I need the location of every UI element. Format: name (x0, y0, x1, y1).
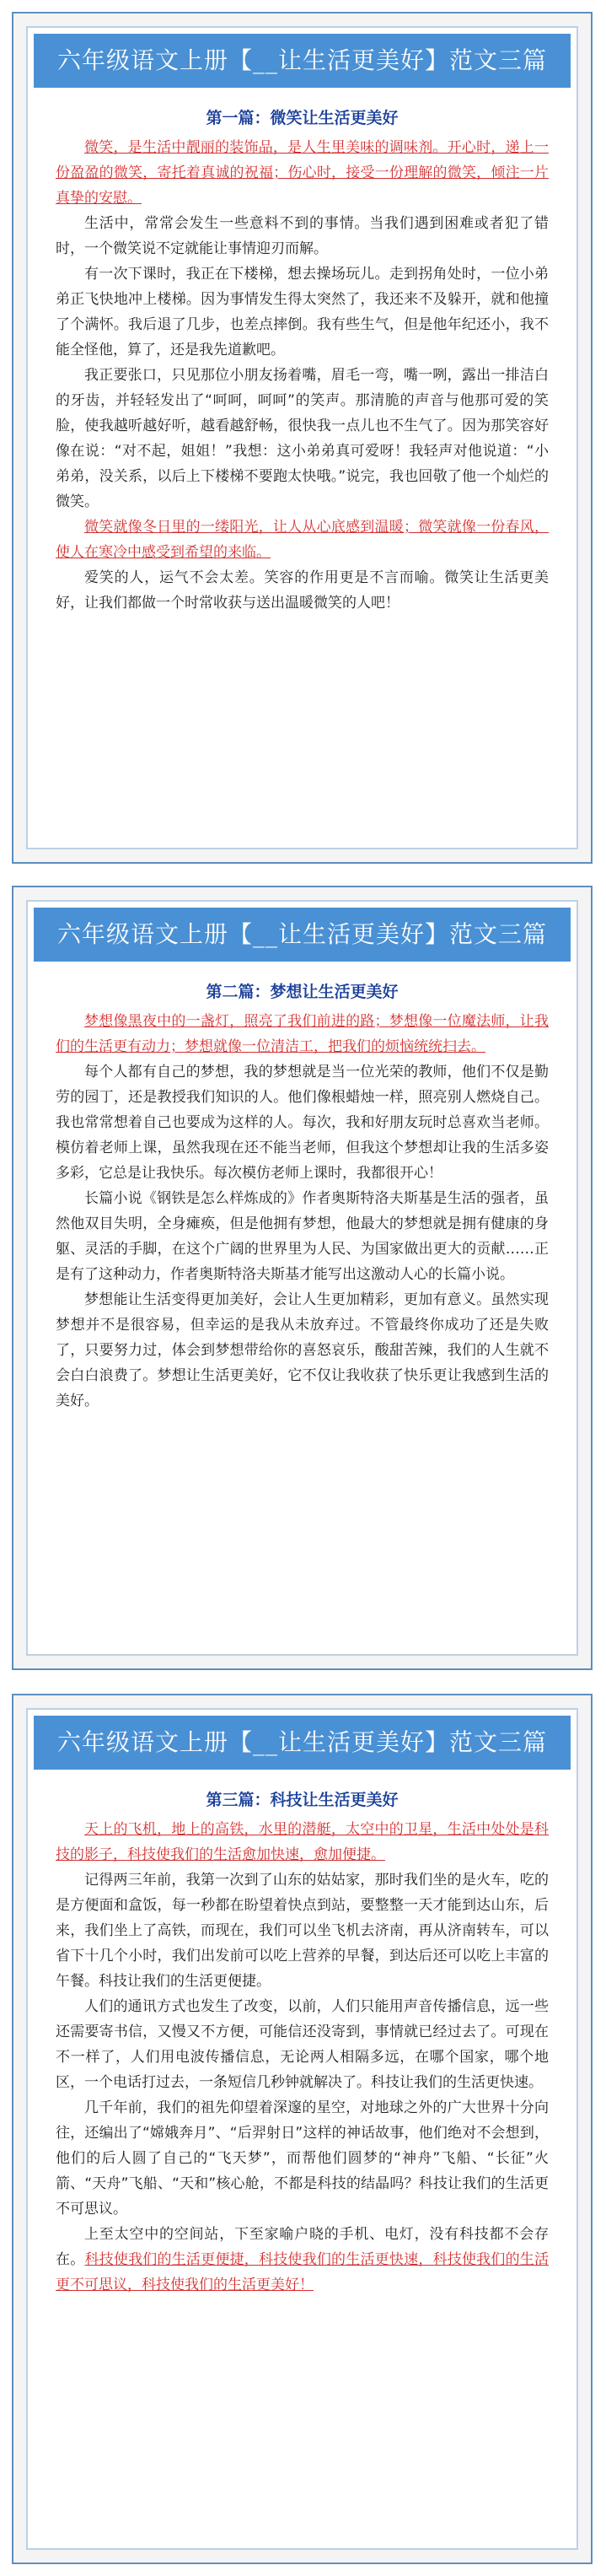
essay-paragraph: 长篇小说《钢铁是怎么样炼成的》作者奥斯特洛夫斯基是生活的强者，虽然他双目失明，全身瘫痪，但是他拥有梦想，他最大的梦想就是拥有健康的身躯、灵活的手脚，在这个广阔的世界里为人民、为国家做出更大的贡献……正是有了这种动力，作者奥斯特洛夫斯基才能写出这激动人心的长篇小说。 (56, 1190, 549, 1283)
essay-card-1 (12, 12, 593, 864)
essay-subtitle: 第三篇：科技让生活更美好 (206, 1791, 399, 1809)
essay-card-2 (12, 886, 593, 1670)
essay-paragraph: 微笑，是生活中靓丽的装饰品，是人生里美味的调味剂。开心时，递上一份盈盈的微笑，寄托着真诚的祝福；伤心时，接受一份理解的微笑，倾注一片真挚的安慰。 (56, 139, 549, 207)
essay-paragraph: 爱笑的人，运气不会太差。笑容的作用更是不言而喻。微笑让生活更美好，让我们都做一个时常收获与送出温暖微笑的人吧！ (56, 569, 549, 612)
essay-card-3 (12, 1694, 593, 2564)
essay-body (56, 100, 549, 616)
essay-paragraph: 生活中，常常会发生一些意料不到的事情。当我们遇到困难或者犯了错时，一个微笑说不定就能让事情迎刃而解。 (56, 215, 549, 257)
essay-paragraph: 记得两三年前，我第一次到了山东的姑姑家，那时我们坐的是火车，吃的是方便面和盒饭，每一秒都在盼望着快点到站，要整整一天才能到达山东，后来，我们坐上了高铁，而现在，我们可以坐飞机去济南，再从济南转车，可以省下十几个小时，我们出发前可以吃上营养的早餐，到达后还可以吃上丰富的午餐。科技让我们的生活更便捷。 (56, 1872, 549, 1990)
card-header: 六年级语文上册【__让生活更美好】范文三篇 (34, 1716, 571, 1770)
essay-paragraph: 梦想能让生活变得更加美好，会让人生更加精彩，更加有意义。虽然实现梦想并不是很容易，但幸运的是我从未放弃过。不管最终你成功了还是失败了，只要努力过，体会到梦想带给你的喜怒哀乐，酸甜苦辣，我们的人生就不会白白浪费了。梦想让生活更美好，它不仅让我收获了快乐更让我感到生活的美好。 (56, 1291, 549, 1409)
essay-paragraph: 有一次下课时，我正在下楼梯，想去操场玩儿。走到拐角处时，一位小弟弟正飞快地冲上楼梯。因为事情发生得太突然了，我还来不及躲开，就和他撞了个满怀。我后退了几步，也差点摔倒。我有些生气，但是他年纪还小，我不能全怪他，算了，还是我先道歉吧。 (56, 266, 549, 358)
essay-paragraph: 人们的通讯方式也发生了改变，以前，人们只能用声音传播信息，远一些还需要寄书信，又慢又不方便，可能信还没寄到，事情就已经过去了。可现在不一样了，人们用电波传播信息，无论两人相隔多远，在哪个国家，哪个地区，一个电话打过去，一条短信几秒钟就解决了。科技让我们的生活更快速。 (56, 1998, 549, 2091)
essay-paragraph: 微笑就像冬日里的一缕阳光，让人从心底感到温暖；微笑就像一份春风，使人在寒冷中感受到希望的来临。 (56, 519, 549, 561)
essay-paragraph: 每个人都有自己的梦想，我的梦想就是当一位光荣的教师，他们不仅是勤劳的园丁，还是教授我们知识的人。他们像根蜡烛一样，照亮别人燃烧自己。我也常常想着自己也要成为这样的人。每次，我和好朋友玩时总喜欢当老师。模仿着老师上课，虽然我现在还不能当老师，但我这个梦想却让我的生活多姿多彩，它总是让我快乐。每次模仿老师上课时，我都很开心！ (56, 1064, 549, 1182)
essay-paragraph: 我正要张口，只见那位小朋友扬着嘴，眉毛一弯，嘴一咧，露出一排洁白的牙齿，并轻轻发出了“呵呵，呵呵”的笑声。那清脆的声音与他那可爱的笑脸，使我越听越好听，越看越舒畅，很快我一点儿也不生气了。因为那笑容好像在说：“对不起，姐姐！”我想：这小弟弟真可爱呀！我轻声对他说道：“小弟弟，没关系，以后上下楼梯不要跑太快哦。”说完，我也回敬了他一个灿烂的微笑。 (56, 367, 549, 510)
essay-body (56, 973, 549, 1414)
essay-subtitle: 第二篇：梦想让生活更美好 (206, 983, 399, 1001)
essay-paragraph: 天上的飞机，地上的高铁，水里的潜艇，太空中的卫星，生活中处处是科技的影子，科技使我们的生活愈加快速，愈加便捷。 (56, 1821, 549, 1863)
essay-body (56, 1781, 549, 2298)
card-header: 六年级语文上册【__让生活更美好】范文三篇 (34, 908, 571, 962)
essay-paragraph: 几千年前，我们的祖先仰望着深邃的星空，对地球之外的广大世界十分向往，还编出了“嫦娥奔月”、“后羿射日”这样的神话故事，他们绝对不会想到，他们的后人圆了自己的“飞天梦”，而帮他们圆梦的“神舟”飞船、“长征”火箭、“天舟”飞船、“天和”核心舱，不都是科技的结晶吗？科技让我们的生活更不可思议。 (56, 2099, 549, 2218)
essay-subtitle: 第一篇：微笑让生活更美好 (206, 109, 399, 127)
essay-paragraph: 梦想像黑夜中的一盏灯，照亮了我们前进的路；梦想像一位魔法师，让我们的生活更有动力；梦想就像一位清洁工，把我们的烦恼统统扫去。 (56, 1013, 549, 1055)
essay-paragraph: 上至太空中的空间站，下至家喻户晓的手机、电灯，没有科技都不会存在。科技使我们的生活更便捷，科技使我们的生活更快速，科技使我们的生活更不可思议，科技使我们的生活更美好！ (56, 2226, 550, 2293)
card-header: 六年级语文上册【__让生活更美好】范文三篇 (34, 34, 571, 88)
